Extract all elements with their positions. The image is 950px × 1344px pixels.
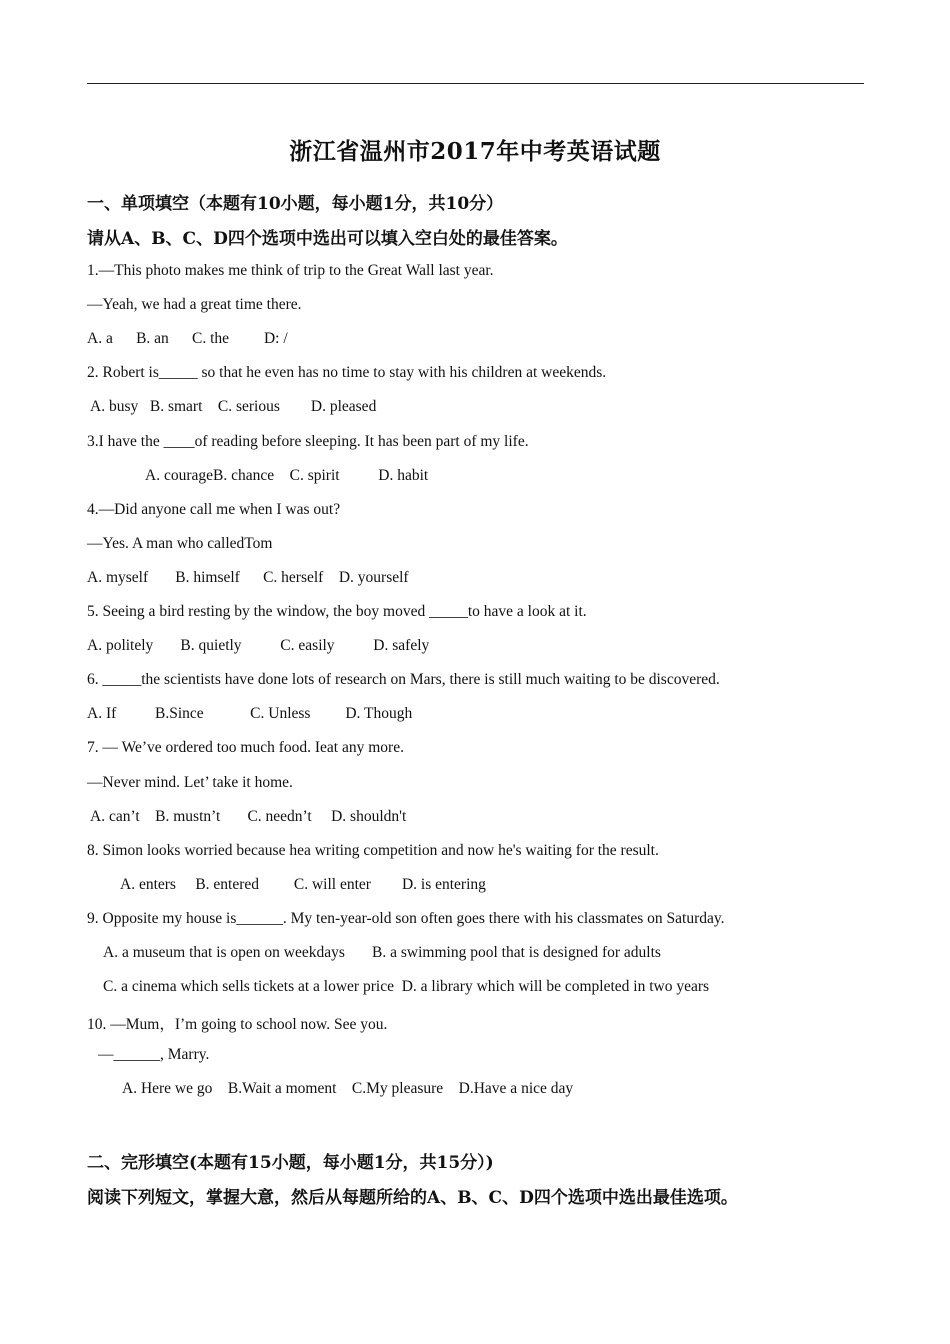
question-line: C. a cinema which sells tickets at a lower price D. a library which will be completed in two years — [103, 978, 710, 995]
question-line: 2. Robert is_____ so that he even has no time to stay with his children at weekends. — [87, 364, 607, 381]
section1-heading: 一、单项填空（本题有10小题，每小题1分，共10分） — [87, 194, 504, 214]
question-line: —______, Marry. — [98, 1046, 210, 1063]
question-line: A. politely B. quietly C. easily D. safely — [87, 637, 430, 654]
question-line: A. myself B. himself C. herself D. yourself — [87, 569, 409, 586]
question-line: —Yes. A man who calledTom — [87, 535, 273, 552]
question-line: 1.—This photo makes me think of trip to the Great Wall last year. — [87, 262, 494, 279]
question-line: 6. _____the scientists have done lots of research on Mars, there is still much waiting to be discovered. — [87, 671, 720, 688]
question-line: A. enters B. entered C. will enter D. is entering — [120, 876, 486, 893]
question-line: 5. Seeing a bird resting by the window, the boy moved _____to have a look at it. — [87, 603, 587, 620]
page-title: 浙江省温州市2017年中考英语试题 — [289, 138, 661, 165]
section1-instruction: 请从A、B、C、D四个选项中选出可以填入空白处的最佳答案。 — [87, 229, 568, 249]
question-line: 3.I have the ____of reading before sleeping. It has been part of my life. — [87, 433, 529, 450]
section2-heading: 二、完形填空(本题有15小题，每小题1分，共15分）) — [87, 1153, 494, 1173]
question-line: 7. — We’ve ordered too much food. Ieat any more. — [87, 739, 404, 756]
question-line: 10. —Mum，I’m going to school now. See you. — [87, 1016, 388, 1033]
question-line: 4.—Did anyone call me when I was out? — [87, 501, 341, 518]
section2-instruction: 阅读下列短文，掌握大意，然后从每题所给的A、B、C、D四个选项中选出最佳选项。 — [87, 1188, 738, 1208]
question-line: —Yeah, we had a great time there. — [87, 296, 302, 313]
question-line: 9. Opposite my house is______. My ten-year-old son often goes there with his classmates on Saturday. — [87, 910, 725, 927]
question-line: A. If B.Since C. Unless D. Though — [87, 705, 413, 722]
question-line: A. a B. an C. the D: / — [87, 330, 288, 347]
question-line: A. can’t B. mustn’t C. needn’t D. shouldn't — [87, 808, 407, 825]
question-line: A. Here we go B.Wait a moment C.My pleasure D.Have a nice day — [122, 1080, 574, 1097]
question-line: A. busy B. smart C. serious D. pleased — [87, 398, 377, 415]
question-line: —Never mind. Let’ take it home. — [87, 774, 293, 791]
question-line: 8. Simon looks worried because hea writing competition and now he's waiting for the result. — [87, 842, 659, 859]
question-line: A. a museum that is open on weekdays B. a swimming pool that is designed for adults — [103, 944, 661, 961]
question-line: A. courageB. chance C. spirit D. habit — [145, 467, 429, 484]
header-rule — [87, 83, 864, 84]
